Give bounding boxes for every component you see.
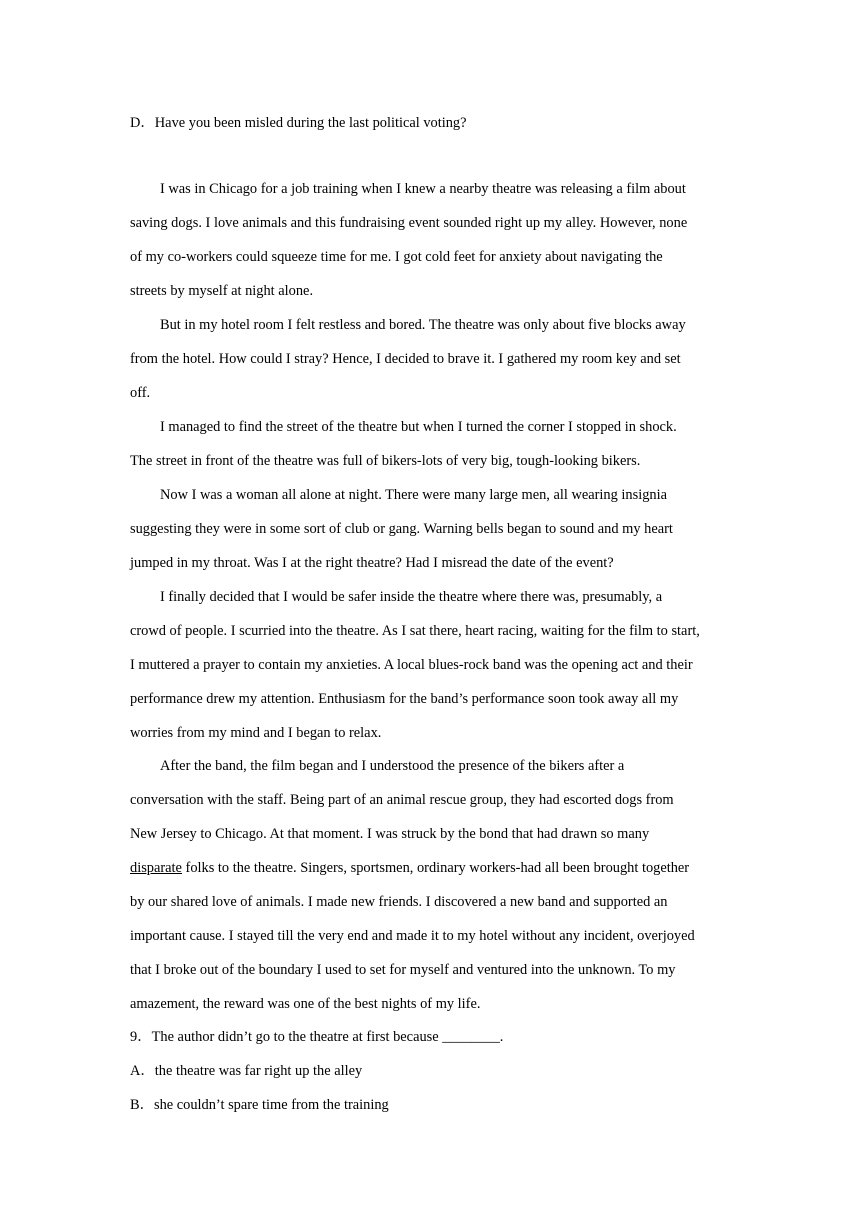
passage-p6-line-7: that I broke out of the boundary I used to set for myself and ventured into the unknown. To my [130, 962, 676, 978]
passage-p4-line-3: jumped in my throat. Was I at the right theatre? Had I misread the date of the event? [130, 555, 614, 571]
underlined-word-disparate: disparate [130, 860, 182, 876]
passage-p1-line-4: streets by myself at night alone. [130, 283, 314, 299]
passage-p6-line-2: conversation with the staff. Being part of an animal rescue group, they had escorted dogs from [130, 792, 674, 808]
passage-p6-line-4-rest: folks to the theatre. Singers, sportsmen, ordinary workers-had all been brought together [181, 860, 690, 876]
passage-p4-line-2: suggesting they were in some sort of club or gang. Warning bells began to sound and my heart [130, 521, 673, 537]
passage-p6-line-4 [130, 859, 689, 877]
passage-p6-line-8: amazement, the reward was one of the best nights of my life. [130, 996, 481, 1012]
passage-p1-line-3: of my co-workers could squeeze time for me. I got cold feet for anxiety about navigating the [130, 249, 663, 265]
question-9-stem: 9．The author didn’t go to the theatre at first because ________. [130, 1029, 504, 1045]
passage-p6-line-6: important cause. I stayed till the very end and made it to my hotel without any incident, overjoyed [130, 928, 695, 944]
passage-p5-line-3: I muttered a prayer to contain my anxieties. A local blues-rock band was the opening act and their [130, 657, 693, 673]
passage-p5-line-1: I finally decided that I would be safer inside the theatre where there was, presumably, a [160, 589, 663, 605]
passage-p6-line-5: by our shared love of animals. I made new friends. I discovered a new band and supported an [130, 894, 668, 910]
passage-p5-line-2: crowd of people. I scurried into the theatre. As I sat there, heart racing, waiting for the film to start, [130, 623, 700, 639]
passage-p2-line-1: But in my hotel room I felt restless and bored. The theatre was only about five blocks away [160, 317, 686, 333]
passage-p5-line-5: worries from my mind and I began to relax. [130, 725, 382, 741]
passage-p4-line-1: Now I was a woman all alone at night. There were many large men, all wearing insignia [160, 487, 667, 503]
passage-p3-line-2: The street in front of the theatre was full of bikers-lots of very big, tough-looking bikers. [130, 453, 641, 469]
passage-p5-line-4: performance drew my attention. Enthusiasm for the band’s performance soon took away all my [130, 691, 679, 707]
passage-p1-line-2: saving dogs. I love animals and this fundraising event sounded right up my alley. However, none [130, 215, 688, 231]
passage-p1-line-1: I was in Chicago for a job training when I knew a nearby theatre was releasing a film about [160, 181, 686, 197]
question-9-option-a: A．the theatre was far right up the alley [130, 1063, 363, 1079]
question-9-option-b: B．she couldn’t spare time from the training [130, 1097, 389, 1113]
previous-option-d: D．Have you been misled during the last political voting? [130, 115, 467, 131]
passage-p2-line-2: from the hotel. How could I stray? Hence, I decided to brave it. I gathered my room key and set [130, 351, 681, 367]
passage-p2-line-3: off. [130, 385, 151, 401]
passage-p6-line-3: New Jersey to Chicago. At that moment. I was struck by the bond that had drawn so many [130, 826, 650, 842]
passage-p3-line-1: I managed to find the street of the theatre but when I turned the corner I stopped in shock. [160, 419, 677, 435]
passage-p6-line-1: After the band, the film began and I understood the presence of the bikers after a [160, 758, 625, 774]
